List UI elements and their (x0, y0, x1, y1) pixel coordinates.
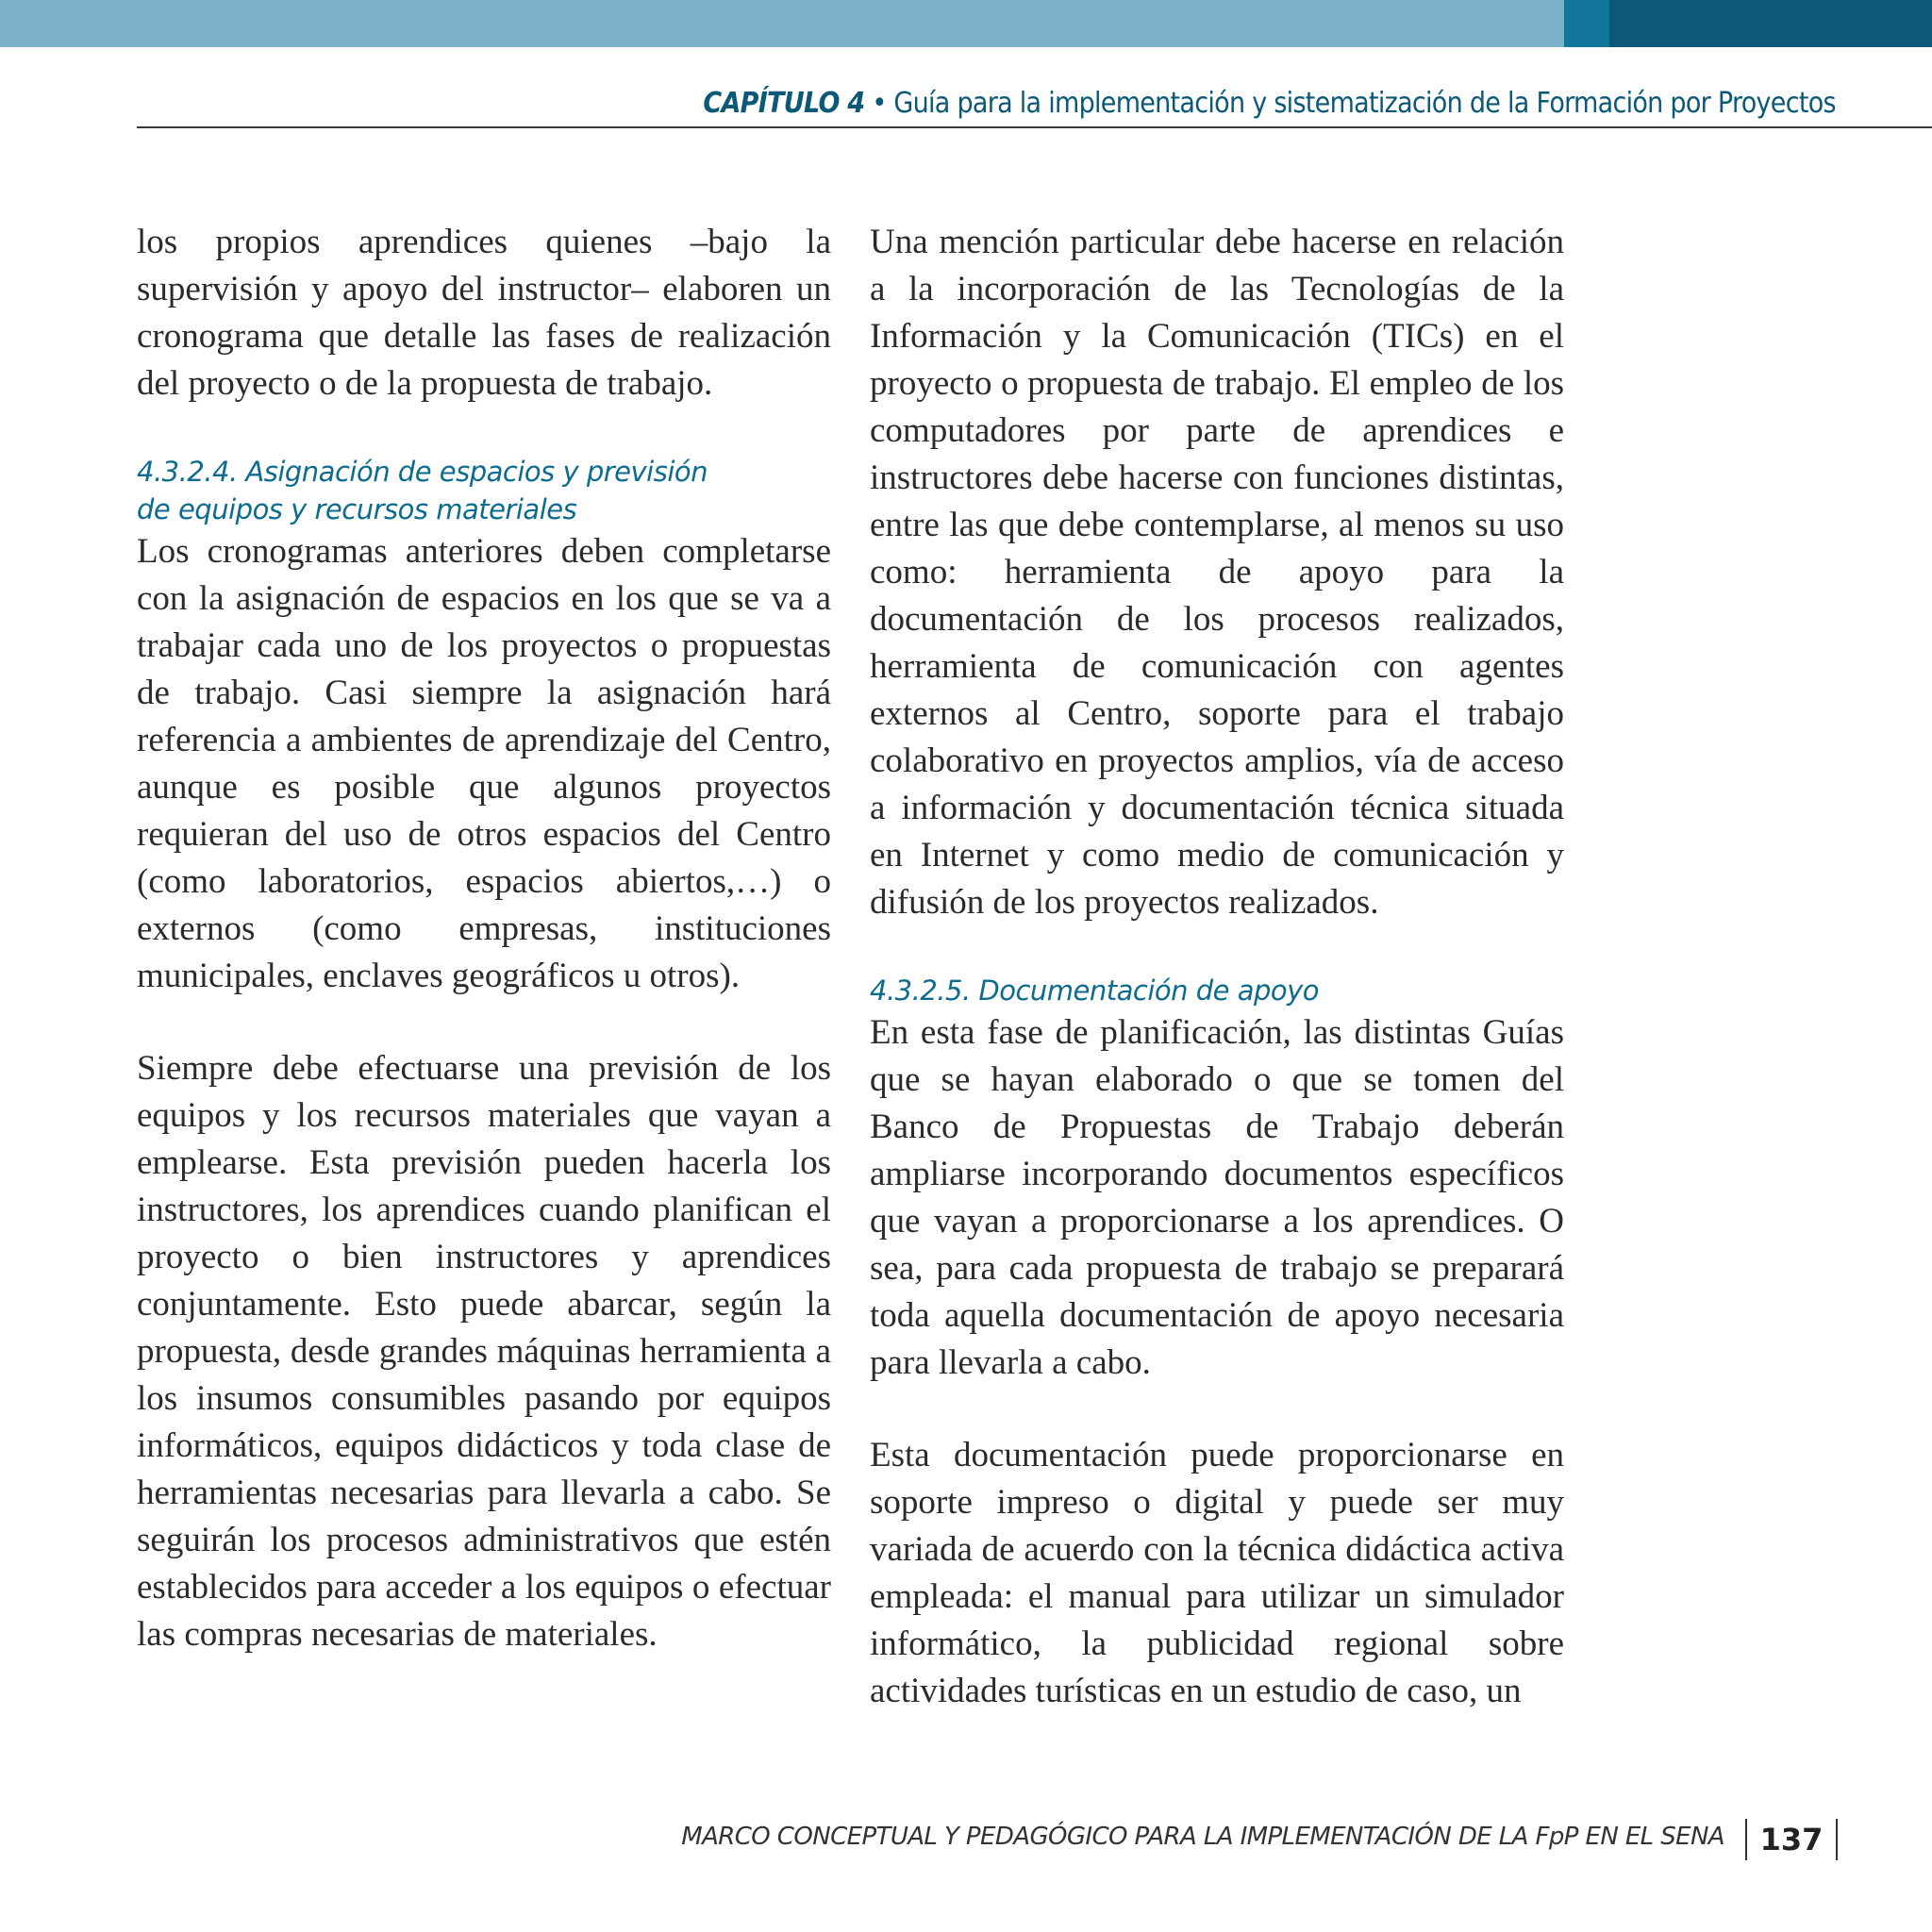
heading-line: de equipos y recursos materiales (137, 493, 577, 525)
chapter-title: Guía para la implementación y sistematización de la Formación por Proyectos (893, 87, 1836, 120)
paragraph: los propios aprendices quienes –bajo la supervisión y apoyo del instructor– elaboren un cronograma que detalle las fases de realización del proyecto o de la propuesta de trabajo. (137, 223, 831, 403)
right-column (870, 219, 1564, 1760)
paragraph: En esta fase de planificación, las distintas Guías que se hayan elaborado o que se tomen del Banco de Propuestas de Trabajo deberán ampliarse incorporando documentos específicos que vayan a proporcionarse a los aprendices. O sea, para cada propuesta de trabajo se preparará toda aquella documentación de apoyo necesaria para llevarla a cabo. (870, 1013, 1564, 1382)
page-footer (0, 1815, 1932, 1862)
paragraph: Siempre debe efectuarse una previsión de los equipos y los recursos materiales que vayan a emplearse. Esta previsión pueden hacerla los instructores, los aprendices cuando planifican el proyecto o bien instructores y aprendices conjuntamente. Esto puede abarcar, según la propuesta, desde grandes máquinas herramienta a los insumos consumibles pasando por equipos informáticos, equipos didácticos y toda clase de herramientas necesarias para llevarla a cabo. Se seguirán los procesos administrativos que estén establecidos para acceder a los equipos o efectuar las compras necesarias de materiales. (137, 1049, 831, 1654)
footer-divider (1836, 1819, 1838, 1860)
footer-title: MARCO CONCEPTUAL Y PEDAGÓGICO PARA LA IMPLEMENTACIÓN DE LA FpP EN EL SENA (681, 1823, 1724, 1851)
section-heading (137, 453, 831, 528)
paragraph: Una mención particular debe hacerse en relación a la incorporación de las Tecnologías de la Información y la Comunicación (TICs) en el proyecto o propuesta de trabajo. El empleo de los computadores por parte de aprendices e instructores debe hacerse con funciones distintas, entre las que debe contemplarse, al menos su uso como: herramienta de apoyo para la documentación de los procesos realizados, herramienta de comunicación con agentes externos al Centro, soporte para el trabajo colaborativo en proyectos amplios, vía de acceso a información y documentación técnica situada en Internet y como medio de comunicación y difusión de los proyectos realizados. (870, 223, 1564, 922)
paragraph: Los cronogramas anteriores deben completarse con la asignación de espacios en los que se va a trabajar cada uno de los proyectos o propuestas de trabajo. Casi siempre la asignación hará referencia a ambientes de aprendizaje del Centro, aunque es posible que algunos proyectos requieran del uso de otros espacios del Centro (como laboratorios, espacios abiertos,…) o externos (como empresas, instituciones municipales, enclaves geográficos u otros). (137, 532, 831, 995)
section-heading: 4.3.2.5. Documentación de apoyo (870, 974, 1320, 1007)
heading-line: 4.3.2.4. Asignación de espacios y previsión (137, 456, 708, 488)
header-separator: • (864, 87, 894, 120)
header-rule (137, 126, 1932, 128)
top-bar-accent-dark (1609, 0, 1932, 47)
running-header (704, 87, 1836, 120)
top-bar-accent (1564, 0, 1609, 47)
paragraph: Esta documentación puede proporcionarse en soporte impreso o digital y puede ser muy variada de acuerdo con la técnica didáctica activa empleada: el manual para utilizar un simulador informático, la publicidad regional sobre actividades turísticas en un estudio de caso, un (870, 1436, 1564, 1710)
left-column (137, 219, 831, 1704)
chapter-label: CAPÍTULO 4 (703, 87, 865, 120)
page-number: 137 (1759, 1822, 1824, 1857)
